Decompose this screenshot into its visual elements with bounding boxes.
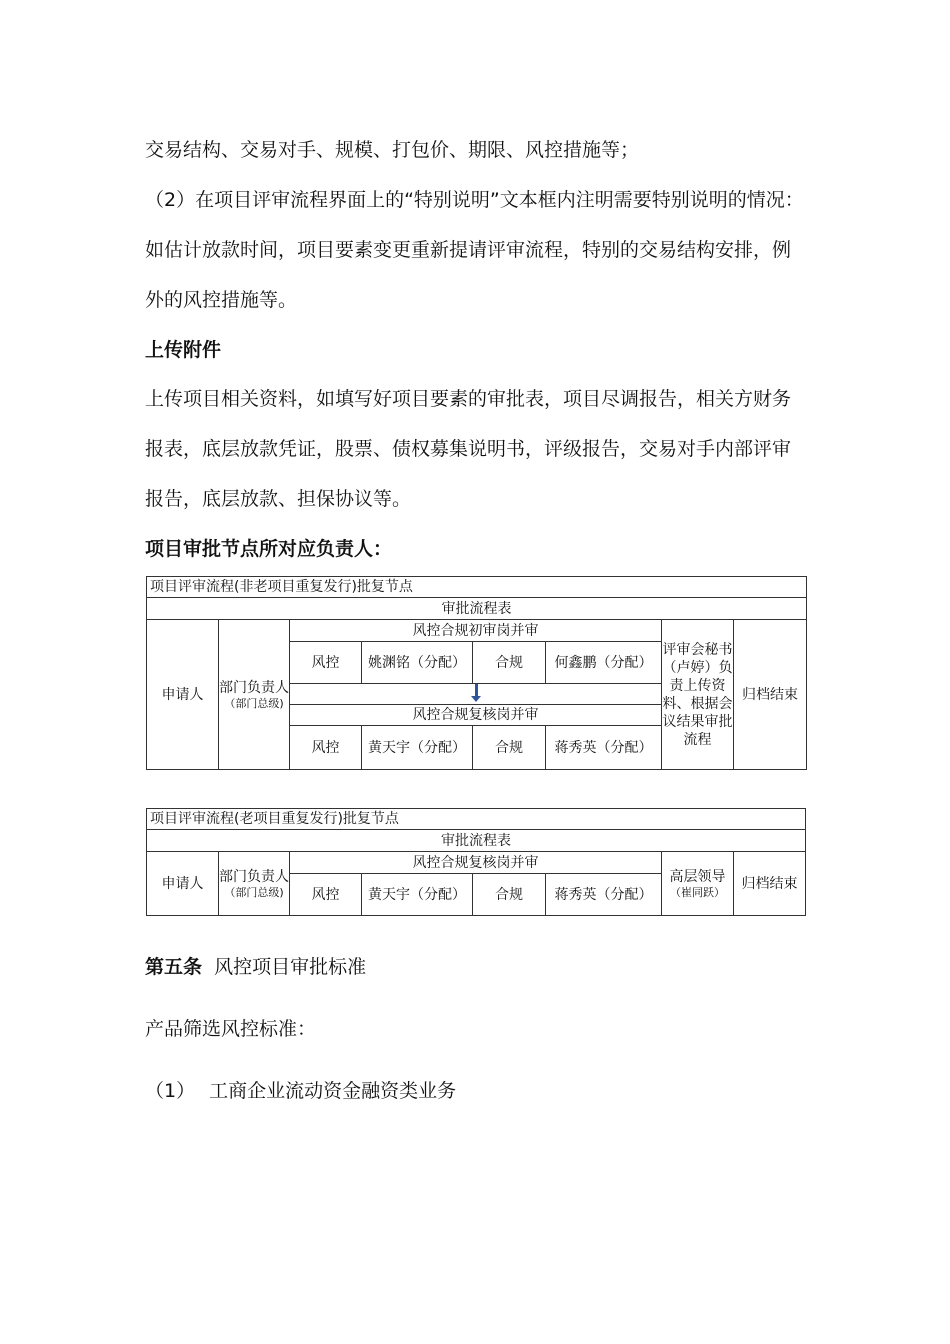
dept-head-cell [219, 852, 290, 916]
flow-arrow-row [290, 684, 662, 705]
secretary-cell: 评审会秘书（卢婷）负责上传资料、根据会议结果审批流程 [662, 620, 734, 770]
body-text-line: 外的风控措施等。 [145, 289, 298, 311]
list-item-text: 工商企业流动资金融资类业务 [209, 1080, 457, 1102]
first-risk-person: 姚渊铭（分配） [362, 642, 473, 684]
body-text-line: 如估计放款时间，项目要素变更重新提请评审流程，特别的交易结构安排，例 [145, 239, 792, 261]
dept-head-label: 部门负责人 [219, 679, 289, 696]
body-text-line: 报表，底层放款凭证，股票、债权募集说明书，评级报告，交易对手内部评审 [145, 438, 792, 460]
compliance-label: 合规 [473, 726, 546, 770]
table-title: 项目评审流程(非老项目重复发行)批复节点 [147, 577, 807, 598]
article-number: 第五条 [145, 956, 203, 978]
second-comp-person: 蒋秀英（分配） [546, 726, 662, 770]
approval-table-new-project [146, 576, 807, 770]
dept-head-cell [219, 620, 290, 770]
risk-label: 风控 [290, 726, 362, 770]
applicant-cell: 申请人 [147, 852, 219, 916]
archive-cell: 归档结束 [734, 852, 806, 916]
list-item [145, 1079, 456, 1103]
second-review-header: 风控合规复核岗并审 [290, 705, 662, 726]
body-text-line: 上传项目相关资料，如填写好项目要素的审批表，项目尽调报告，相关方财务 [145, 388, 792, 410]
article-title: 风控项目审批标准 [214, 956, 367, 978]
leader-cell [662, 852, 734, 916]
compliance-label: 合规 [473, 874, 546, 916]
article-heading [145, 955, 366, 979]
applicant-cell: 申请人 [147, 620, 219, 770]
second-risk-person: 黄天宇（分配） [362, 726, 473, 770]
body-text-line: （2）在项目评审流程界面上的“特别说明”文本框内注明需要特别说明的情况： [145, 189, 804, 211]
comp-person: 蒋秀英（分配） [546, 874, 662, 916]
leader-label: 高层领导 [669, 868, 726, 885]
standard-label: 产品筛选风控标准： [145, 1018, 317, 1040]
approval-table-old-project [146, 808, 806, 916]
table-subtitle: 审批流程表 [147, 830, 806, 852]
section-heading-nodes: 项目审批节点所对应负责人： [145, 538, 393, 560]
compliance-label: 合规 [473, 642, 546, 684]
first-review-header: 风控合规初审岗并审 [290, 620, 662, 642]
table-title: 项目评审流程(老项目重复发行)批复节点 [147, 809, 806, 830]
list-item-number: （1） [145, 1080, 196, 1102]
body-text-line: 交易结构、交易对手、规模、打包价、期限、风控措施等； [145, 139, 640, 161]
leader-sub: （崔同跃） [670, 885, 725, 899]
dept-head-sub: （部门总级) [224, 696, 284, 710]
section-heading-upload: 上传附件 [145, 339, 222, 361]
risk-person: 黄天宇（分配） [362, 874, 473, 916]
table-subtitle: 审批流程表 [147, 598, 807, 620]
first-comp-person: 何鑫鹏（分配） [546, 642, 662, 684]
dept-head-label: 部门负责人 [219, 868, 289, 885]
risk-label: 风控 [290, 642, 362, 684]
risk-label: 风控 [290, 874, 362, 916]
body-text-line: 报告，底层放款、担保协议等。 [145, 488, 412, 510]
archive-cell: 归档结束 [734, 620, 807, 770]
dept-head-sub: （部门总级) [224, 885, 284, 899]
review-header: 风控合规复核岗并审 [290, 852, 662, 874]
arrow-head-icon [471, 696, 481, 702]
